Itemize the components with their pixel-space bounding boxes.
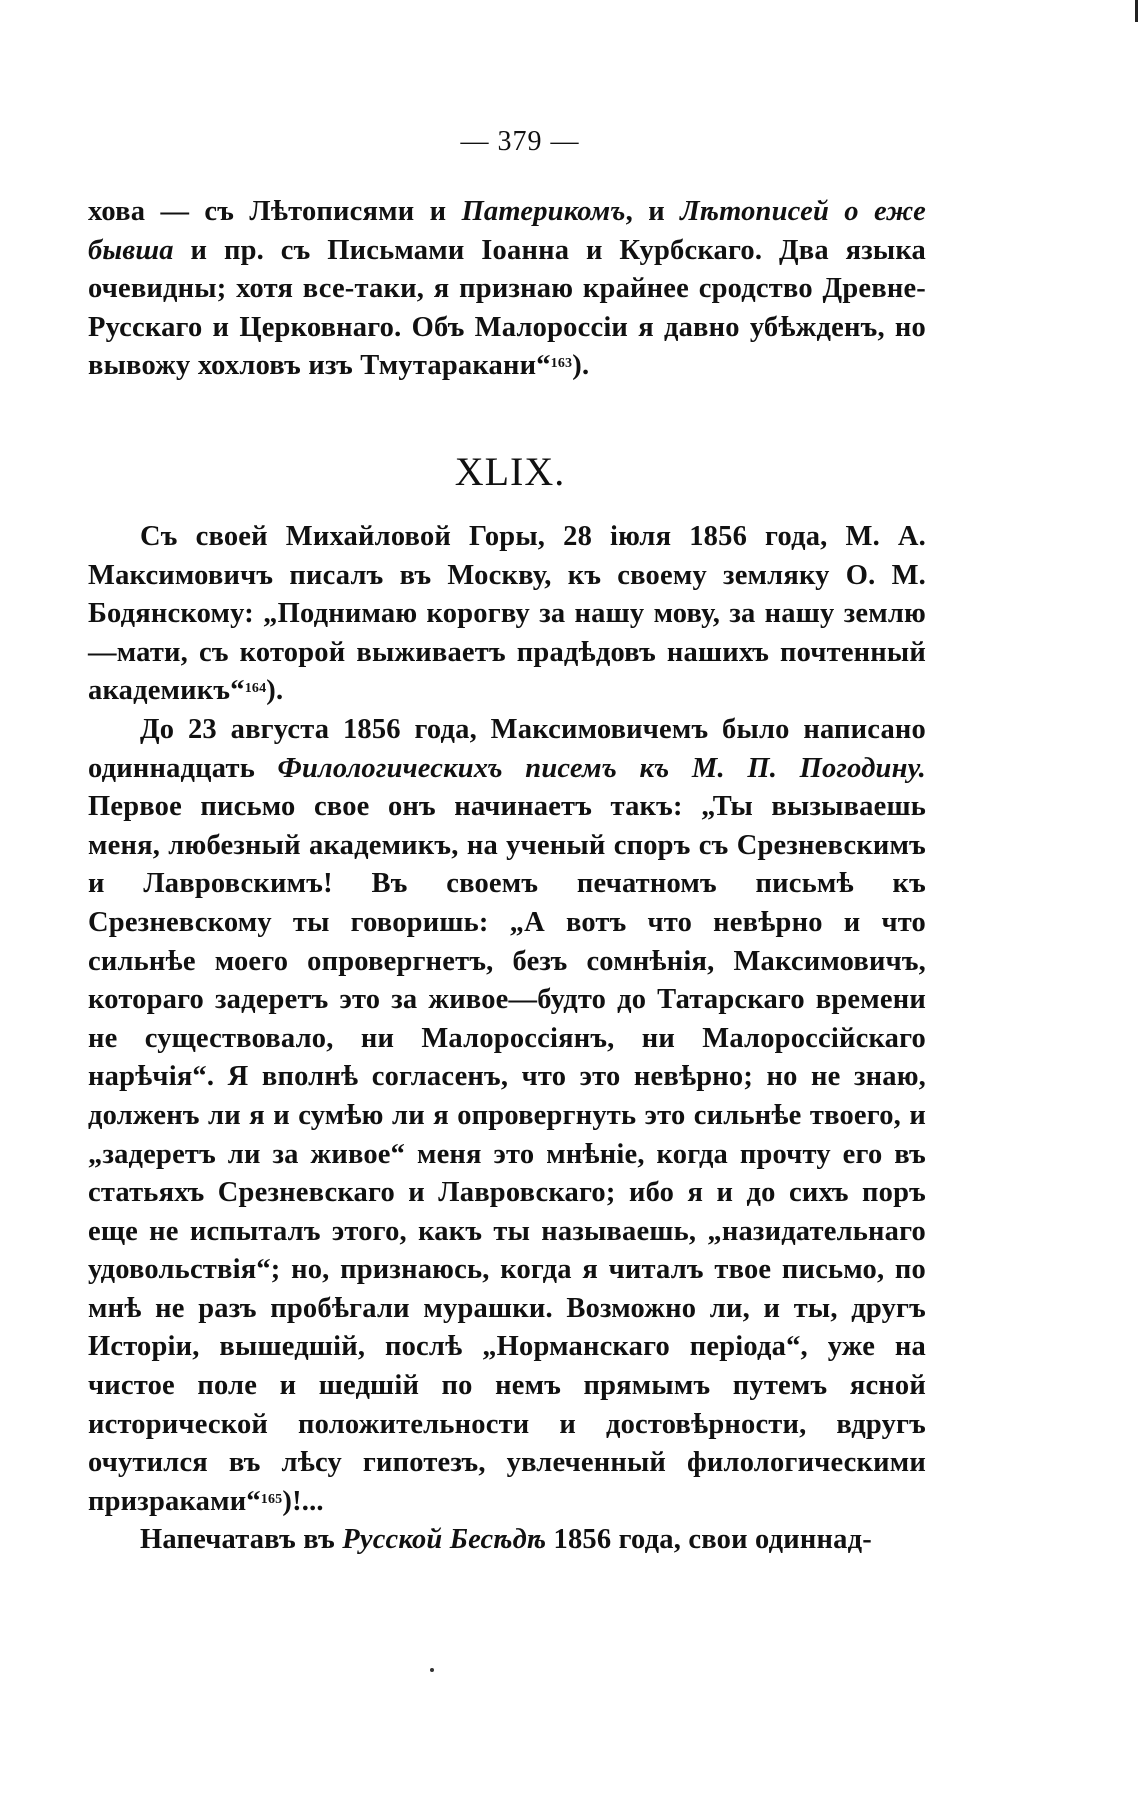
footnote-ref: 163 — [550, 356, 573, 372]
paragraph: До 23 августа 1856 года, Максимовичемъ было написано одиннадцать Филологическихъ писемъ къ М. П. Погодину. Первое письмо свое онъ начинаетъ такъ: „Ты вызываешь меня, любезный академикъ, на ученый споръ съ Срезневскимъ и Лавровскимъ! Въ своемъ печатномъ письмѣ къ Срезневскому ты говоришь: „А вотъ что невѣрно и что сильнѣе моего опровергнетъ, безъ сомнѣнія, Максимовичъ, котораго задеретъ это за живое—будто до Татарскаго времени не существовало, ни Малороссіянъ, ни Малороссійскаго нарѣчія“. Я вполнѣ согласенъ, что это невѣрно; но не знаю, долженъ ли я и сумѣю ли я опровергнуть это сильнѣе твоего, и „задеретъ ли за живое“ меня это мнѣніе, когда прочту его въ статьяхъ Срезневскаго и Лавровскаго; ибо я и до сихъ поръ еще не испыталъ этого, какъ ты называешь, „назидательнаго удовольствія“; но, признаюсь, когда я читалъ твое письмо, по мнѣ не разъ пробѣгали мурашки. Возможно ли, и ты, другъ Исторіи, вышедшій, послѣ „Норманскаго періода“, уже на чистое поле и шедшій по немъ прямымъ путемъ ясной исторической положительности и достовѣрности, вдругъ очутился въ лѣсу гипотезъ, увлеченный филологическими призраками“$^{165}$)!... — [88, 713, 926, 1517]
section-heading: XLIX. — [454, 449, 566, 494]
continued-paragraph: хова — съ Лѣтописями и Патерикомъ, и Лѣтописей о еже бывша и пр. съ Письмами Іоанна и Курбскаго. Два языка очевидны; хотя все-таки, я признаю крайнее сродство Древне-Русскаго и Церковнаго. Объ Малороссіи я давно убѣжденъ, но вывожу хохловъ изъ Тмутаракани“$^{163}$). — [88, 196, 926, 382]
continued-text-block — [88, 193, 926, 386]
footnote-ref: 165 — [260, 1491, 283, 1507]
scan-speck — [430, 1668, 434, 1672]
paragraph: Съ своей Михайловой Горы, 28 іюля 1856 года, М. А. Максимовичъ писалъ въ Москву, къ своему земляку О. М. Бодянскому: „Поднимаю корогву за нашу мову, за нашу землю—мати, съ которой выживаетъ прадѣдовъ нашихъ почтенный академикъ“$^{164}$). — [88, 521, 926, 707]
main-text-block — [88, 518, 926, 1560]
italic-title: Патерикомъ — [461, 196, 626, 227]
italic-title: Филологическихъ писемъ къ М. П. Погодину. — [277, 752, 926, 784]
paragraph: Напечатавъ въ Русской Бесѣдѣ 1856 года, свои одиннад- — [140, 1524, 872, 1556]
scan-edge-mark — [1135, 0, 1138, 22]
italic-title: Лѣтописей о еже бывша — [88, 196, 926, 266]
footnote-ref: 164 — [244, 681, 267, 697]
page-number: — 379 — — [460, 126, 580, 157]
italic-title: Русской Бесѣдѣ — [342, 1524, 547, 1556]
